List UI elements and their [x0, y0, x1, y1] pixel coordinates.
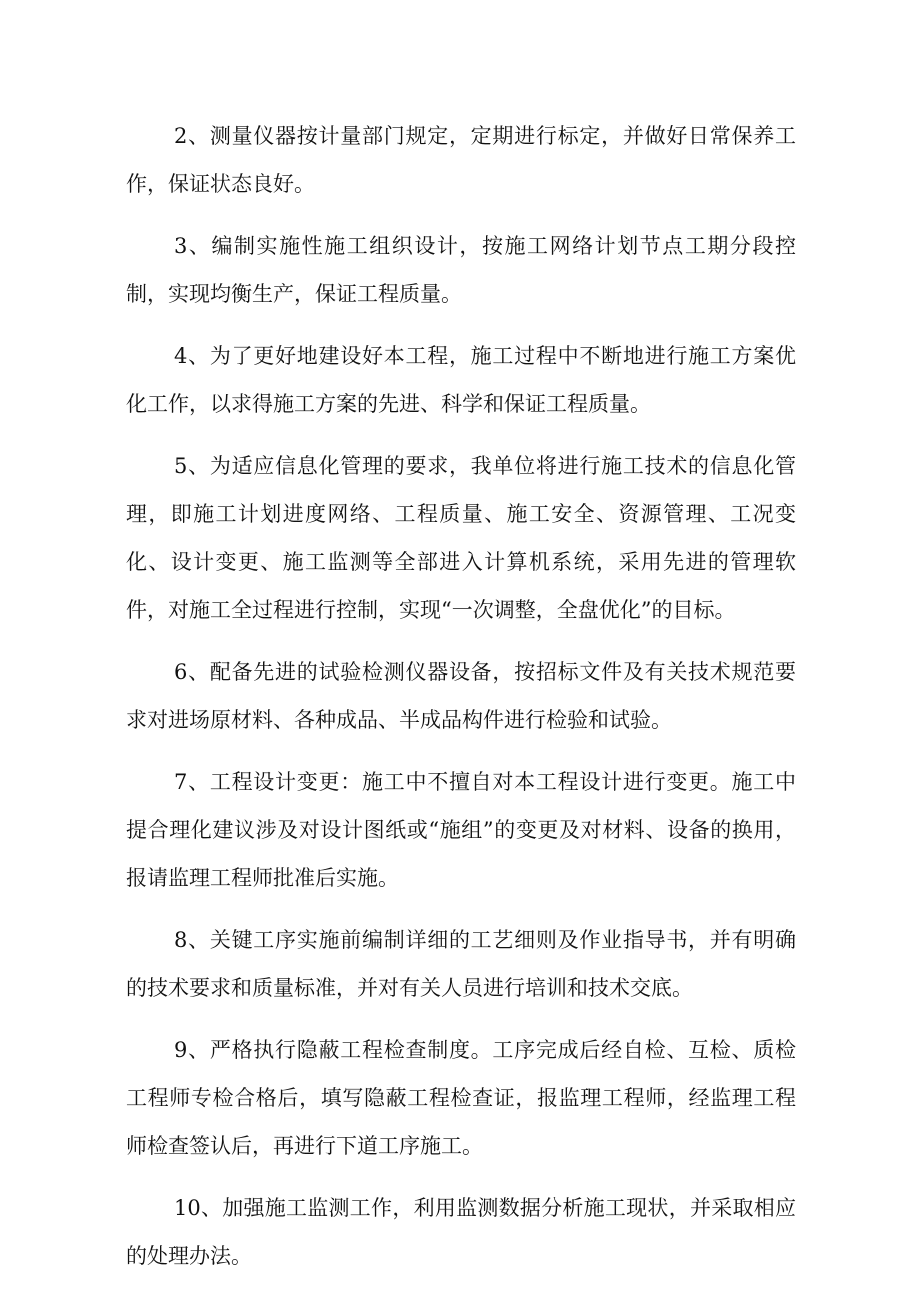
paragraph-item-5: 5、为适应信息化管理的要求，我单位将进行施工技术的信息化管理，即施工计划进度网络、工程质量、施工安全、资源管理、工况变化、设计变更、施工监测等全部进入计算机系统，采用先进的管理软件，对施工全过程进行控制，实现“一次调整，全盘优化”的目标。 — [126, 454, 796, 622]
paragraph-item-2: 2、测量仪器按计量部门规定，定期进行标定，并做好日常保养工作，保证状态良好。 — [126, 124, 796, 196]
paragraph-item-7: 7、工程设计变更：施工中不擅自对本工程设计进行变更。施工中提合理化建议涉及对设计图纸或“施组”的变更及对材料、设备的换用，报请监理工程师批准后实施。 — [126, 770, 796, 890]
document-body — [126, 112, 796, 1294]
paragraph-item-3: 3、编制实施性施工组织设计，按施工网络计划节点工期分段控制，实现均衡生产，保证工程质量。 — [126, 234, 796, 306]
paragraph-item-10: 10、加强施工监测工作，利用监测数据分析施工现状，并采取相应的处理办法。 — [126, 1196, 796, 1268]
paragraph-item-8: 8、关键工序实施前编制详细的工艺细则及作业指导书，并有明确的技术要求和质量标准，并对有关人员进行培训和技术交底。 — [126, 928, 796, 1000]
paragraph-item-4: 4、为了更好地建设好本工程，施工过程中不断地进行施工方案优化工作，以求得施工方案的先进、科学和保证工程质量。 — [126, 344, 796, 416]
paragraph-item-6: 6、配备先进的试验检测仪器设备，按招标文件及有关技术规范要求对进场原材料、各种成品、半成品构件进行检验和试验。 — [126, 660, 796, 732]
paragraph-item-9: 9、严格执行隐蔽工程检查制度。工序完成后经自检、互检、质检工程师专检合格后，填写隐蔽工程检查证，报监理工程师，经监理工程师检查签认后，再进行下道工序施工。 — [126, 1038, 796, 1158]
